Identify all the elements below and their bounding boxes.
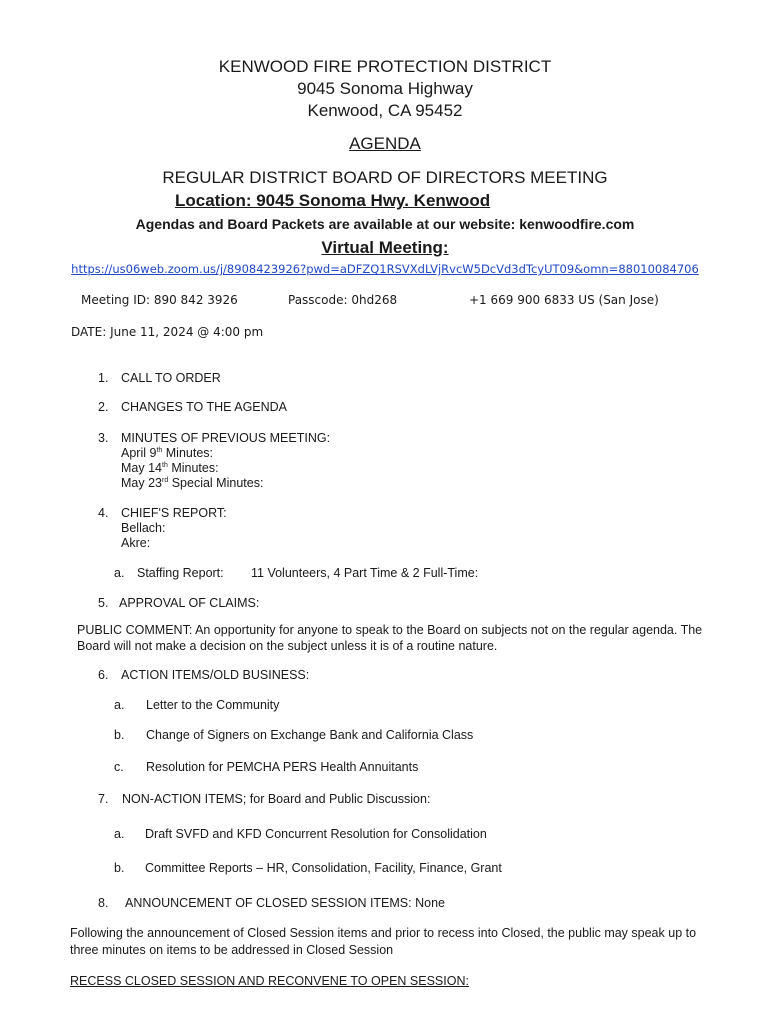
meeting-date: DATE: June 11, 2024 @ 4:00 pm — [71, 325, 264, 339]
location: Location: 9045 Sonoma Hwy. Kenwood — [175, 191, 491, 210]
street-address: 9045 Sonoma Highway — [297, 79, 473, 98]
sub-item-letter: c. — [114, 760, 124, 774]
item-call-to-order: CALL TO ORDER — [121, 371, 221, 385]
closed-session-line-2: three minutes on items to be addressed in Closed Session — [70, 943, 394, 957]
meeting-id: Meeting ID: 890 842 3926 — [81, 293, 238, 307]
item-number: 1. — [98, 371, 109, 385]
minutes-may-23: May 23rd Special Minutes: — [121, 476, 264, 490]
passcode: Passcode: 0hd268 — [288, 293, 398, 307]
public-comment-line-1: PUBLIC COMMENT: An opportunity for anyone to speak to the Board on subjects not on the regular agenda. The — [77, 623, 703, 637]
minutes-april: April 9th Minutes: — [121, 446, 213, 460]
committee-reports: Committee Reports – HR, Consolidation, Facility, Finance, Grant — [145, 861, 502, 875]
sub-item-letter: b. — [114, 861, 125, 875]
chief-akre: Akre: — [121, 536, 151, 550]
item-action-items: ACTION ITEMS/OLD BUSINESS: — [121, 668, 310, 682]
item-number: 4. — [98, 506, 109, 520]
organization-name: KENWOOD FIRE PROTECTION DISTRICT — [218, 57, 552, 76]
change-of-signers: Change of Signers on Exchange Bank and California Class — [146, 728, 474, 742]
recess-heading: RECESS CLOSED SESSION AND RECONVENE TO OPEN SESSION: — [70, 974, 469, 988]
item-number: 3. — [98, 431, 109, 445]
phone-number: +1 669 900 6833 US (San Jose) — [469, 293, 659, 307]
draft-resolution-consolidation: Draft SVFD and KFD Concurrent Resolution for Consolidation — [145, 827, 487, 841]
item-number: 7. — [98, 792, 109, 806]
item-number: 6. — [98, 668, 109, 682]
item-minutes: MINUTES OF PREVIOUS MEETING: — [121, 431, 331, 445]
sub-item-letter: b. — [114, 728, 125, 742]
sub-item-letter: a. — [114, 698, 125, 712]
virtual-meeting-heading: Virtual Meeting: — [321, 238, 449, 257]
agenda-title: AGENDA — [349, 134, 421, 153]
item-non-action-items: NON-ACTION ITEMS; for Board and Public Discussion: — [122, 792, 431, 806]
chief-bellach: Bellach: — [121, 521, 166, 535]
pemcha-resolution: Resolution for PEMCHA PERS Health Annuitants — [146, 760, 419, 774]
closed-session-line-1: Following the announcement of Closed Session items and prior to recess into Closed, the public may speak up to — [70, 926, 697, 940]
item-number: 8. — [98, 896, 109, 910]
city-address: Kenwood, CA 95452 — [307, 101, 463, 120]
zoom-link[interactable]: https://us06web.zoom.us/j/8908423926?pwd=aDFZQ1RSVXdLVjRvcW5DcVd3dTcyUT09&omn=88010084706 — [71, 262, 699, 276]
item-approval-of-claims: APPROVAL OF CLAIMS: — [119, 596, 260, 610]
item-changes-to-agenda: CHANGES TO THE AGENDA — [121, 400, 288, 414]
item-number: 5. — [98, 596, 109, 610]
public-comment-line-2: Board will not make a decision on the subject unless it is of a routine nature. — [77, 639, 498, 653]
minutes-may-14: May 14th Minutes: — [121, 461, 219, 475]
item-closed-session-announcement: ANNOUNCEMENT OF CLOSED SESSION ITEMS: None — [125, 896, 445, 910]
item-number: 2. — [98, 400, 109, 414]
staffing-report-value: 11 Volunteers, 4 Part Time & 2 Full-Time: — [251, 566, 479, 580]
letter-to-community: Letter to the Community — [146, 698, 280, 712]
meeting-type: REGULAR DISTRICT BOARD OF DIRECTORS MEETING — [162, 168, 608, 187]
sub-item-letter: a. — [114, 827, 125, 841]
sub-item-letter: a. — [114, 566, 125, 580]
staffing-report-label: Staffing Report: — [137, 566, 224, 580]
item-chiefs-report: CHIEF'S REPORT: — [121, 506, 227, 520]
availability-note: Agendas and Board Packets are available at our website: kenwoodfire.com — [135, 216, 635, 232]
